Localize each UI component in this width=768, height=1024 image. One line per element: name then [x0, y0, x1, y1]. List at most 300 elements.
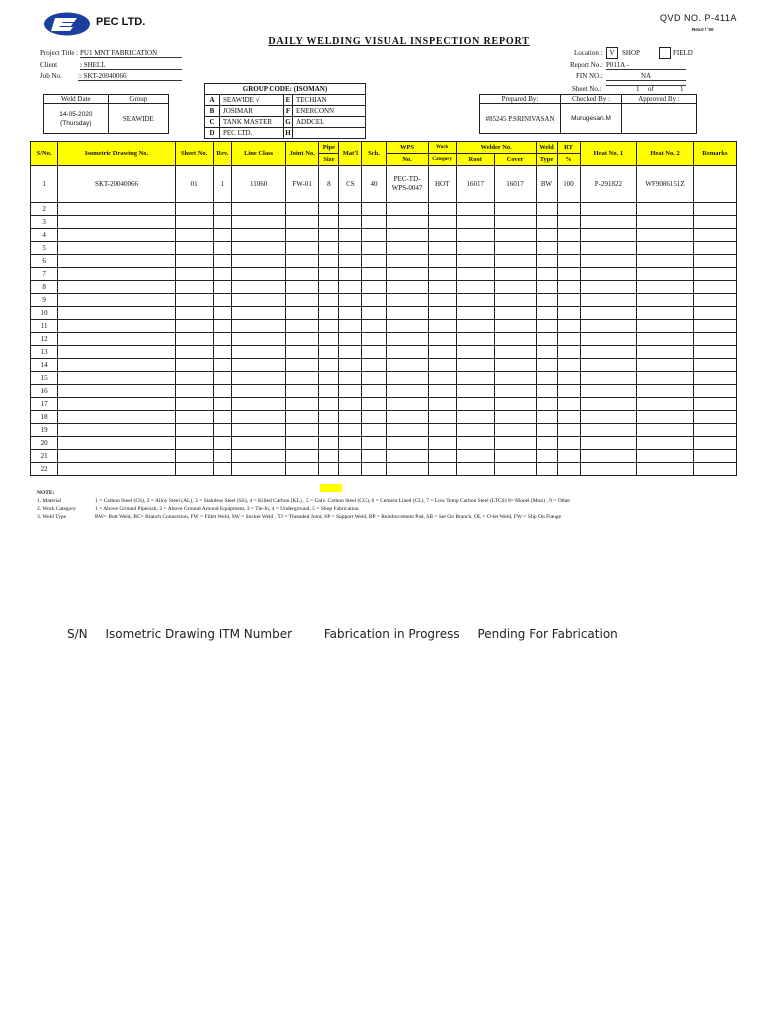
- group-name: TECHIAN: [293, 95, 366, 106]
- project-title-value: PU1 MNT FABRICATION: [80, 49, 182, 58]
- empty-cell: [536, 411, 557, 424]
- empty-cell: [580, 411, 637, 424]
- empty-cell: [557, 411, 580, 424]
- cell-rev: 1: [213, 166, 232, 203]
- empty-cell: [693, 385, 736, 398]
- empty-cell: [693, 424, 736, 437]
- col-header-weld: Weld: [536, 142, 557, 154]
- empty-cell: [213, 398, 232, 411]
- empty-cell: [339, 307, 362, 320]
- empty-cell: [339, 294, 362, 307]
- cell-sn: 19: [31, 424, 58, 437]
- empty-cell: [637, 372, 694, 385]
- highlight-marker: [320, 484, 342, 492]
- empty-cell: [693, 268, 736, 281]
- empty-cell: [456, 450, 494, 463]
- empty-cell: [494, 411, 536, 424]
- sheet-current: 1: [636, 85, 640, 93]
- group-key: E: [284, 95, 293, 106]
- empty-cell: [693, 411, 736, 424]
- empty-cell: [456, 424, 494, 437]
- cell-sn: 15: [31, 372, 58, 385]
- empty-cell: [456, 255, 494, 268]
- empty-cell: [58, 359, 175, 372]
- report-title: DAILY WELDING VISUAL INSPECTION REPORT: [268, 36, 530, 47]
- empty-cell: [175, 255, 213, 268]
- col-header-wps: WPS: [386, 142, 428, 154]
- empty-cell: [319, 463, 339, 476]
- empty-cell: [494, 229, 536, 242]
- empty-cell: [386, 424, 428, 437]
- empty-cell: [693, 203, 736, 216]
- empty-cell: [285, 333, 319, 346]
- empty-cell: [693, 437, 736, 450]
- empty-cell: [339, 203, 362, 216]
- empty-cell: [693, 346, 736, 359]
- cell-joint: FW-01: [285, 166, 319, 203]
- prepared-by-value: #85245 P.SRINIVASAN: [480, 104, 561, 134]
- empty-cell: [285, 450, 319, 463]
- cell-remarks: [693, 166, 736, 203]
- empty-cell: [319, 229, 339, 242]
- cell-sn: 20: [31, 437, 58, 450]
- group-key: B: [205, 106, 220, 117]
- empty-cell: [339, 463, 362, 476]
- empty-cell: [339, 424, 362, 437]
- empty-cell: [285, 359, 319, 372]
- empty-cell: [213, 268, 232, 281]
- empty-cell: [580, 320, 637, 333]
- note-item: [37, 498, 570, 504]
- empty-cell: [557, 437, 580, 450]
- empty-cell: [693, 281, 736, 294]
- empty-cell: [339, 450, 362, 463]
- summary-col-pending: Pending For Fabrication: [477, 627, 618, 641]
- empty-cell: [557, 398, 580, 411]
- empty-cell: [175, 281, 213, 294]
- empty-cell: [456, 385, 494, 398]
- empty-cell: [362, 333, 386, 346]
- empty-cell: [637, 398, 694, 411]
- empty-cell: [58, 372, 175, 385]
- empty-cell: [232, 294, 285, 307]
- empty-cell: [319, 268, 339, 281]
- empty-cell: [557, 320, 580, 333]
- group-key: G: [285, 118, 291, 126]
- group-code-table: [204, 83, 366, 139]
- empty-cell: [428, 359, 456, 372]
- group-value: SEAWIDE: [108, 104, 168, 134]
- empty-cell: [339, 229, 362, 242]
- empty-cell: [213, 424, 232, 437]
- col-header-work: Work: [428, 142, 456, 154]
- empty-cell: [580, 463, 637, 476]
- empty-cell: [536, 437, 557, 450]
- empty-cell: [319, 359, 339, 372]
- empty-cell: [285, 437, 319, 450]
- empty-cell: [175, 268, 213, 281]
- empty-cell: [213, 372, 232, 385]
- empty-cell: [362, 463, 386, 476]
- empty-cell: [213, 411, 232, 424]
- empty-cell: [319, 372, 339, 385]
- empty-cell: [693, 359, 736, 372]
- empty-cell: [557, 346, 580, 359]
- weld-date-table: [43, 94, 169, 134]
- empty-cell: [580, 268, 637, 281]
- empty-cell: [428, 424, 456, 437]
- empty-cell: [362, 281, 386, 294]
- empty-cell: [637, 424, 694, 437]
- table-row: [31, 242, 737, 255]
- empty-cell: [362, 372, 386, 385]
- empty-cell: [362, 203, 386, 216]
- empty-cell: [428, 229, 456, 242]
- empty-cell: [58, 307, 175, 320]
- empty-cell: [319, 320, 339, 333]
- empty-cell: [175, 411, 213, 424]
- empty-cell: [58, 255, 175, 268]
- note-label: 3. Weld Type: [37, 514, 67, 520]
- empty-cell: [456, 437, 494, 450]
- empty-cell: [58, 216, 175, 229]
- empty-cell: [58, 294, 175, 307]
- empty-cell: [339, 320, 362, 333]
- empty-cell: [362, 320, 386, 333]
- empty-cell: [428, 216, 456, 229]
- empty-cell: [386, 216, 428, 229]
- empty-cell: [319, 411, 339, 424]
- empty-cell: [58, 424, 175, 437]
- col-header-sn: S/No.: [31, 142, 58, 166]
- empty-cell: [362, 307, 386, 320]
- shop-checkbox[interactable]: V: [606, 47, 618, 59]
- table-row: [31, 437, 737, 450]
- empty-cell: [339, 437, 362, 450]
- field-checkbox[interactable]: [659, 47, 671, 59]
- empty-cell: [232, 359, 285, 372]
- table-row: [31, 268, 737, 281]
- empty-cell: [175, 450, 213, 463]
- empty-cell: [494, 281, 536, 294]
- cell-size: 8: [319, 166, 339, 203]
- empty-cell: [456, 229, 494, 242]
- empty-cell: [428, 255, 456, 268]
- cell-sn: 6: [31, 255, 58, 268]
- table-row: [31, 281, 737, 294]
- empty-cell: [637, 216, 694, 229]
- table-row: [31, 411, 737, 424]
- empty-cell: [386, 255, 428, 268]
- empty-cell: [428, 411, 456, 424]
- empty-cell: [637, 281, 694, 294]
- empty-cell: [58, 268, 175, 281]
- cell-type: BW: [536, 166, 557, 203]
- empty-cell: [580, 281, 637, 294]
- cell-wps: [386, 166, 428, 203]
- empty-cell: [285, 463, 319, 476]
- weld-day: (Thursday): [60, 119, 92, 127]
- empty-cell: [580, 450, 637, 463]
- empty-cell: [428, 398, 456, 411]
- col-header-heat1: Heat No. 1: [580, 142, 637, 166]
- empty-cell: [175, 294, 213, 307]
- cell-heat1: P-291822: [580, 166, 637, 203]
- empty-cell: [285, 255, 319, 268]
- empty-cell: [693, 450, 736, 463]
- empty-cell: [456, 320, 494, 333]
- revision-label: Rev.0 / '00: [692, 27, 714, 32]
- empty-cell: [456, 294, 494, 307]
- empty-cell: [557, 307, 580, 320]
- empty-cell: [637, 229, 694, 242]
- empty-cell: [339, 346, 362, 359]
- empty-cell: [386, 203, 428, 216]
- empty-cell: [362, 294, 386, 307]
- empty-cell: [175, 216, 213, 229]
- empty-cell: [362, 216, 386, 229]
- empty-cell: [637, 268, 694, 281]
- group-code-title: GROUP CODE: (ISOMAN): [205, 84, 366, 95]
- empty-cell: [580, 203, 637, 216]
- empty-cell: [693, 255, 736, 268]
- empty-cell: [285, 385, 319, 398]
- empty-cell: [557, 333, 580, 346]
- summary-header-line: [67, 627, 618, 641]
- empty-cell: [456, 203, 494, 216]
- col-header-joint: Joint No.: [285, 142, 319, 166]
- empty-cell: [232, 411, 285, 424]
- empty-cell: [362, 450, 386, 463]
- empty-cell: [580, 372, 637, 385]
- empty-cell: [536, 281, 557, 294]
- client-label: Client: [40, 61, 58, 69]
- empty-cell: [319, 307, 339, 320]
- empty-cell: [175, 359, 213, 372]
- col-header-heat2: Heat No. 2: [637, 142, 694, 166]
- empty-cell: [580, 333, 637, 346]
- col-header-category: Category: [428, 154, 456, 166]
- empty-cell: [232, 320, 285, 333]
- empty-cell: [232, 307, 285, 320]
- empty-cell: [494, 437, 536, 450]
- cell-line-class: 11060: [232, 166, 285, 203]
- empty-cell: [232, 346, 285, 359]
- empty-cell: [580, 437, 637, 450]
- empty-cell: [362, 242, 386, 255]
- empty-cell: [58, 242, 175, 255]
- empty-cell: [428, 463, 456, 476]
- cell-sn: 18: [31, 411, 58, 424]
- empty-cell: [232, 242, 285, 255]
- empty-cell: [213, 281, 232, 294]
- empty-cell: [456, 463, 494, 476]
- empty-cell: [362, 229, 386, 242]
- empty-cell: [580, 346, 637, 359]
- empty-cell: [339, 216, 362, 229]
- empty-cell: [213, 216, 232, 229]
- empty-cell: [557, 294, 580, 307]
- note-label: 1. Material: [37, 498, 62, 504]
- empty-cell: [319, 398, 339, 411]
- summary-col-sn: S/N: [67, 627, 88, 641]
- empty-cell: [557, 216, 580, 229]
- empty-cell: [213, 450, 232, 463]
- col-header-material: Mat'l: [339, 142, 362, 166]
- table-row: [31, 359, 737, 372]
- empty-cell: [58, 463, 175, 476]
- empty-cell: [428, 437, 456, 450]
- empty-cell: [175, 242, 213, 255]
- empty-cell: [386, 463, 428, 476]
- cell-sn: 7: [31, 268, 58, 281]
- empty-cell: [494, 346, 536, 359]
- empty-cell: [536, 333, 557, 346]
- empty-cell: [428, 333, 456, 346]
- col-header-type: Type: [536, 154, 557, 166]
- empty-cell: [536, 320, 557, 333]
- empty-cell: [536, 268, 557, 281]
- empty-cell: [536, 242, 557, 255]
- empty-cell: [285, 346, 319, 359]
- empty-cell: [362, 411, 386, 424]
- weld-date: 14-05-2020: [59, 110, 93, 118]
- empty-cell: [557, 255, 580, 268]
- empty-cell: [386, 281, 428, 294]
- empty-cell: [232, 372, 285, 385]
- table-row: [31, 320, 737, 333]
- col-header-rt-pct: %: [557, 154, 580, 166]
- col-header-wps-no: No.: [386, 154, 428, 166]
- empty-cell: [58, 385, 175, 398]
- table-row: [31, 294, 737, 307]
- empty-cell: [428, 281, 456, 294]
- empty-cell: [494, 333, 536, 346]
- sheet-of: of: [648, 85, 654, 93]
- empty-cell: [213, 320, 232, 333]
- empty-cell: [175, 424, 213, 437]
- report-no-label: Report No.:: [570, 61, 604, 69]
- empty-cell: [693, 333, 736, 346]
- empty-cell: [456, 359, 494, 372]
- empty-cell: [319, 333, 339, 346]
- empty-cell: [386, 372, 428, 385]
- empty-cell: [536, 398, 557, 411]
- empty-cell: [285, 281, 319, 294]
- empty-cell: [175, 385, 213, 398]
- approved-by-value: [622, 104, 697, 134]
- empty-cell: [494, 242, 536, 255]
- empty-cell: [319, 450, 339, 463]
- empty-cell: [428, 242, 456, 255]
- empty-cell: [213, 229, 232, 242]
- empty-cell: [536, 216, 557, 229]
- empty-cell: [580, 216, 637, 229]
- empty-cell: [536, 346, 557, 359]
- empty-cell: [557, 242, 580, 255]
- col-header-welder: Welder No.: [456, 142, 536, 154]
- note-text: 1 = Carbon Steel (CS), 2 = Alloy Steel (AL), 3 = Stainless Steel (SS), 4 = Killed Carbon (KL) , 5 = Galv. Carbon Steel (CG), 6 = Cement Lined (CL), 7 = Low Temp Carbon Steel (LTCS) 8= Monel (Mon) , 9 = Other: [95, 498, 571, 504]
- cell-heat2: WF9086151Z: [637, 166, 694, 203]
- empty-cell: [536, 203, 557, 216]
- empty-cell: [428, 203, 456, 216]
- col-header-remarks: Remarks: [693, 142, 736, 166]
- empty-cell: [339, 359, 362, 372]
- empty-cell: [285, 203, 319, 216]
- empty-cell: [175, 333, 213, 346]
- col-header-root: Root: [456, 154, 494, 166]
- empty-cell: [693, 307, 736, 320]
- empty-cell: [637, 450, 694, 463]
- empty-cell: [232, 398, 285, 411]
- shop-label: SHOP: [622, 49, 640, 57]
- cell-sn: 14: [31, 359, 58, 372]
- empty-cell: [285, 320, 319, 333]
- cell-sn: 16: [31, 385, 58, 398]
- empty-cell: [456, 411, 494, 424]
- empty-cell: [536, 450, 557, 463]
- group-name: ADDCEL: [293, 117, 366, 128]
- cell-sn: 9: [31, 294, 58, 307]
- prepared-by-label: Prepared By:: [480, 95, 561, 104]
- empty-cell: [362, 346, 386, 359]
- empty-cell: [386, 229, 428, 242]
- empty-cell: [580, 242, 637, 255]
- table-row: [31, 203, 737, 216]
- empty-cell: [557, 359, 580, 372]
- empty-cell: [456, 333, 494, 346]
- sheet-no-value: [606, 85, 686, 93]
- empty-cell: [637, 294, 694, 307]
- empty-cell: [58, 281, 175, 294]
- group-key: C: [205, 117, 220, 128]
- empty-cell: [494, 463, 536, 476]
- empty-cell: [456, 216, 494, 229]
- empty-cell: [285, 307, 319, 320]
- empty-cell: [285, 229, 319, 242]
- inspection-table: [30, 141, 737, 476]
- group-name: SEAWIDE √: [220, 95, 284, 106]
- empty-cell: [494, 398, 536, 411]
- weld-date-label: Weld Date: [44, 95, 109, 104]
- empty-cell: [693, 320, 736, 333]
- empty-cell: [213, 307, 232, 320]
- empty-cell: [232, 281, 285, 294]
- empty-cell: [319, 385, 339, 398]
- fin-no-value: NA: [606, 72, 686, 81]
- company-logo-icon: [43, 12, 91, 36]
- empty-cell: [213, 242, 232, 255]
- cell-wps-a: PEC-TD-: [393, 175, 421, 183]
- empty-cell: [557, 372, 580, 385]
- empty-cell: [428, 450, 456, 463]
- empty-cell: [319, 216, 339, 229]
- table-row: [31, 450, 737, 463]
- empty-cell: [693, 372, 736, 385]
- empty-cell: [557, 281, 580, 294]
- empty-cell: [319, 424, 339, 437]
- empty-cell: [58, 229, 175, 242]
- empty-cell: [339, 411, 362, 424]
- empty-cell: [285, 268, 319, 281]
- cell-material: CS: [339, 166, 362, 203]
- group-name: [293, 128, 366, 139]
- job-no-label: Job No.: [40, 72, 62, 80]
- empty-cell: [494, 372, 536, 385]
- empty-cell: [386, 320, 428, 333]
- cell-sn: 1: [31, 166, 58, 203]
- cell-sn: 3: [31, 216, 58, 229]
